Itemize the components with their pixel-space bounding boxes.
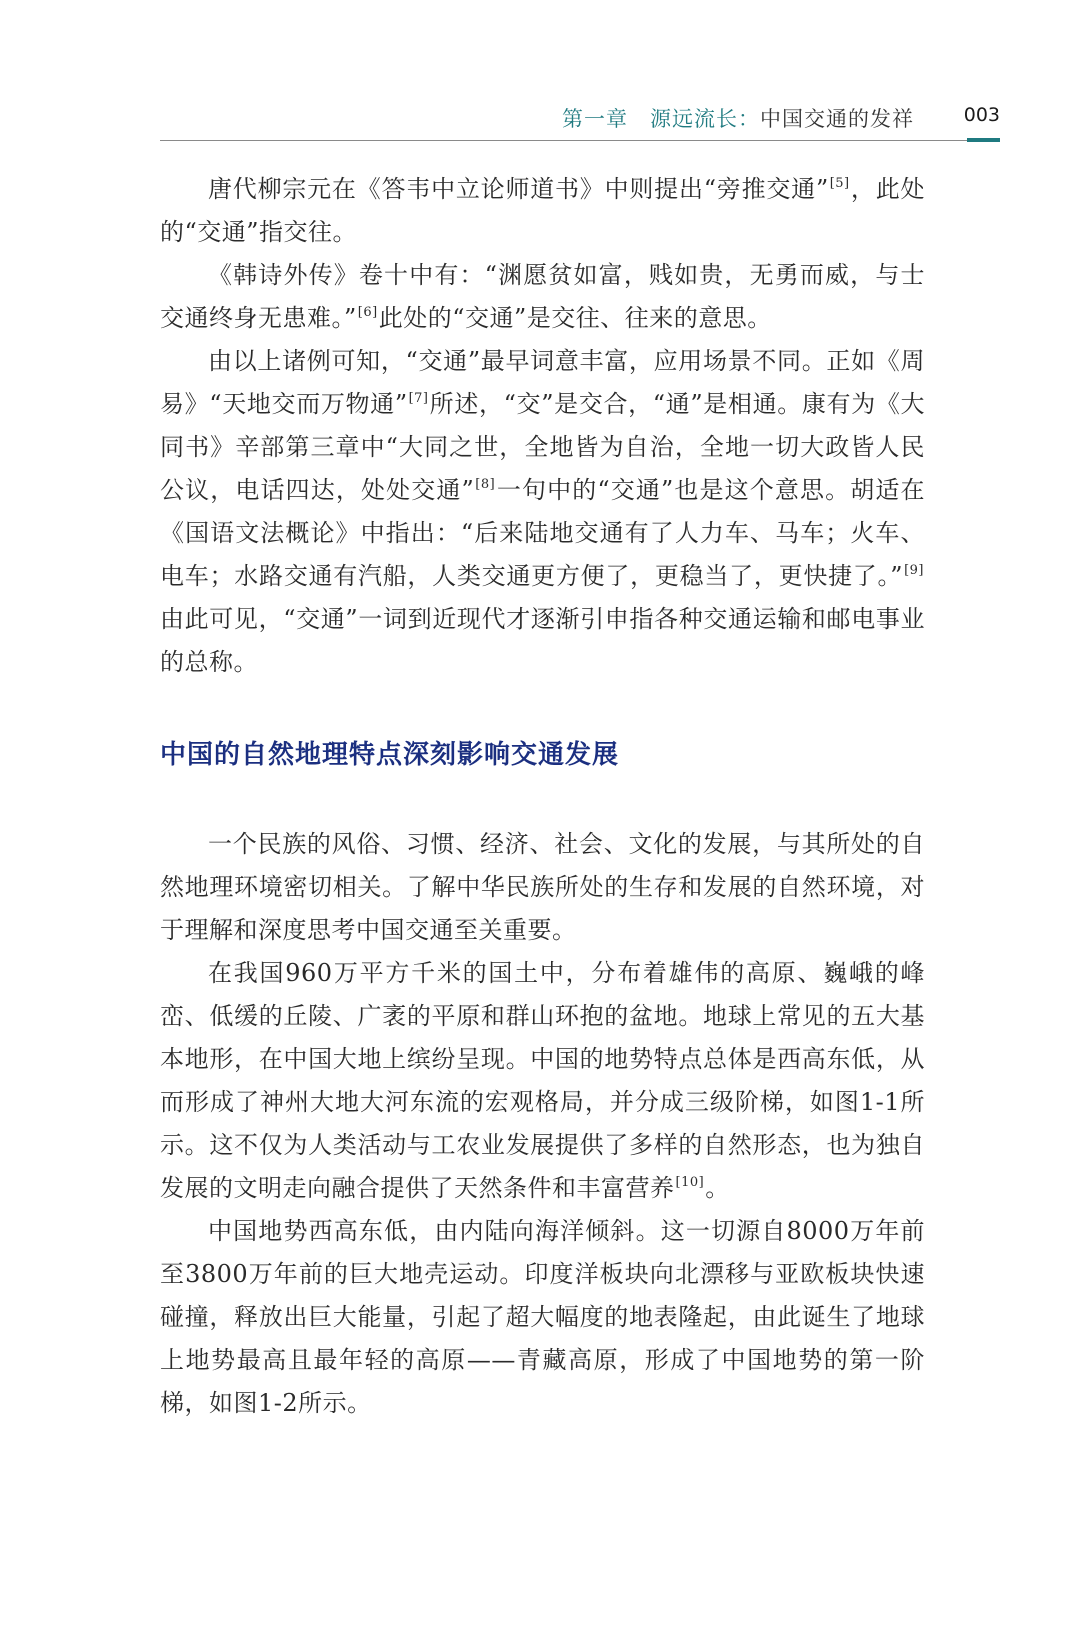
body-paragraph xyxy=(160,168,925,254)
page-number-accent-bar xyxy=(967,138,1000,142)
paragraph-text: 由以上诸例可知，“交通”最早词意丰富，应用场景不同。正如《周易》“天地交而万物通” xyxy=(160,347,925,418)
body-paragraph xyxy=(160,340,925,684)
paragraph-group-1 xyxy=(160,168,925,684)
body-text xyxy=(160,168,925,1425)
paragraph-text: 《韩诗外传》卷十中有：“渊愿贫如富，贱如贵，无勇而威，与士交通终身无患难。” xyxy=(160,261,925,332)
body-paragraph xyxy=(160,1210,925,1425)
paragraph-text: 。 xyxy=(705,1174,730,1202)
paragraph-text: 所述，“交”是交合，“通”是相通。康有为《大同书》辛部第三章中“大同之世，全地皆为自治，全地一切大政皆人民公议，电话四达，处处交通” xyxy=(160,390,925,504)
chapter-subtitle: 中国交通的发祥 xyxy=(760,107,914,131)
paragraph-text: 由此可见，“交通”一词到近现代才逐渐引申指各种交通运输和邮电事业的总称。 xyxy=(160,605,925,676)
paragraph-text: 中国地势西高东低，由内陆向海洋倾斜。这一切源自8000万年前至3800万年前的巨大地壳运动。印度洋板块向北漂移与亚欧板块快速碰撞，释放出巨大能量，引起了超大幅度的地表隆起，由此诞生了地球上地势最高且最年轻的高原——青藏高原，形成了中国地势的第一阶梯，如图1-2所示。 xyxy=(160,1217,925,1417)
chapter-number: 第一章 xyxy=(562,107,628,131)
citation-reference: [10] xyxy=(675,1175,705,1190)
paragraph-text: 一个民族的风俗、习惯、经济、社会、文化的发展，与其所处的自然地理环境密切相关。了解中华民族所处的生存和发展的自然环境，对于理解和深度思考中国交通至关重要。 xyxy=(160,830,925,944)
body-paragraph xyxy=(160,254,925,340)
body-paragraph xyxy=(160,952,925,1210)
header-divider xyxy=(160,140,1000,141)
citation-reference: [8] xyxy=(475,477,496,492)
citation-reference: [5] xyxy=(829,176,850,191)
citation-reference: [6] xyxy=(357,305,378,320)
paragraph-text: 一句中的“交通”也是这个意思。胡适在《国语文法概论》中指出：“后来陆地交通有了人力车、马车；火车、电车；水路交通有汽船，人类交通更方便了，更稳当了，更快捷了。” xyxy=(160,476,925,590)
paragraph-text: 唐代柳宗元在《答韦中立论师道书》中则提出“旁推交通” xyxy=(208,175,829,203)
section-heading: 中国的自然地理特点深刻影响交通发展 xyxy=(160,740,620,770)
citation-reference: [9] xyxy=(904,563,924,578)
paragraph-text: ，此处的“交通”指交往。 xyxy=(160,175,926,246)
page-number: 003 xyxy=(963,104,1000,126)
paragraph-text: 在我国960万平方千米的国土中，分布着雄伟的高原、巍峨的峰峦、低缓的丘陵、广袤的平原和群山环抱的盆地。地球上常见的五大基本地形，在中国大地上缤纷呈现。中国的地势特点总体是西高东低，从而形成了神州大地大河东流的宏观格局，并分成三级阶梯，如图1-1所示。这不仅为人类活动与工农业发展提供了多样的自然形态，也为独自发展的文明走向融合提供了天然条件和丰富营养 xyxy=(160,959,925,1202)
paragraph-group-2 xyxy=(160,823,925,1425)
running-header xyxy=(160,103,1000,143)
chapter-title: 源远流长： xyxy=(650,107,760,131)
body-paragraph xyxy=(160,823,925,952)
paragraph-text: 此处的“交通”是交往、往来的意思。 xyxy=(378,304,772,332)
chapter-heading xyxy=(562,103,914,133)
citation-reference: [7] xyxy=(408,391,429,406)
